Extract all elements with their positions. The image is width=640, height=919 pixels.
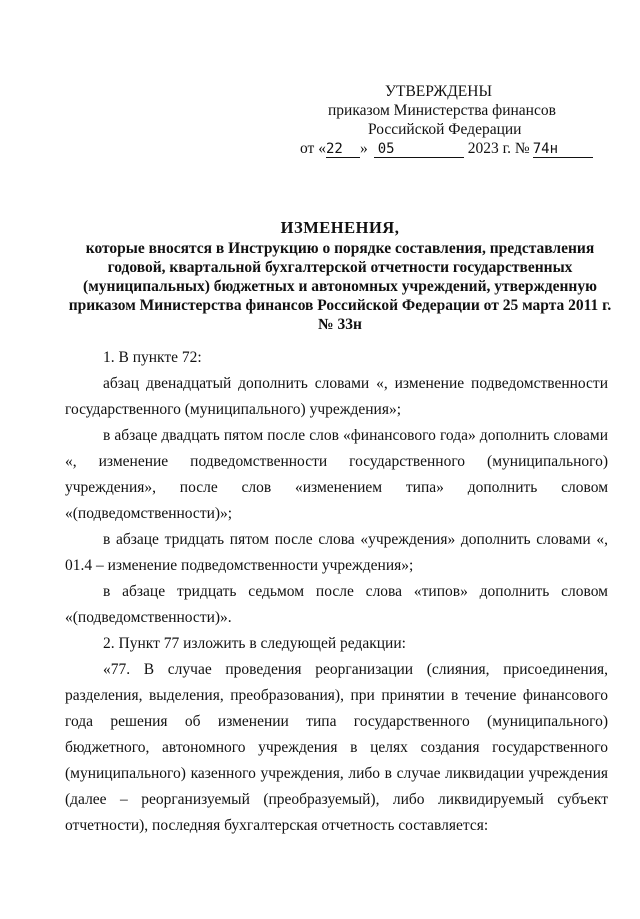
date-day-suffix: »	[359, 140, 368, 157]
paragraph: «77. В случае проведения реорганизации (слияния, присоединения, разделения, выделения, преобразования), при принятии в течение финансового года решения об изменении типа государственного (муниципального) бюджетного, автономного учреждения в целях создания государственного (муниципального) казенного учреждения, либо в случае ликвидации учреждения (далее – реорганизуемый (преобразуемый), либо ликвидируемый субъект отчетности), последняя бухгалтерская отчетность составляется:	[65, 661, 608, 834]
date-prefix: от «	[300, 140, 326, 157]
paragraph: в абзаце тридцать седьмом после слова «типов» дополнить словом «(подведомственности)».	[65, 583, 608, 626]
order-number: 74н	[533, 142, 593, 158]
paragraph: абзац двенадцатый дополнить словами «, изменение подведомственности государственного (муниципального) учреждения»;	[65, 375, 608, 418]
date-year-text: 2023 г. №	[467, 140, 530, 157]
paragraph: в абзаце двадцать пятом после слов «финансового года» дополнить словами «, изменение подведомственности государственного (муниципального) учреждения», после слов «изменением типа» дополнить словом «(подведомственности)»;	[65, 427, 608, 522]
paragraph: 2. Пункт 77 изложить в следующей редакции:	[103, 635, 406, 652]
approval-issuer: приказом Министерства финансов	[328, 102, 556, 119]
paragraph: 1. В пункте 72:	[103, 349, 202, 366]
title-subtitle: которые вносятся в Инструкцию о порядке составления, представления годовой, квартальной бухгалтерской отчетности государственных (муниципальных) бюджетных и автономных учреждений, утвержденную приказом Министерства финансов Российской Федерации от 25 марта 2011 г. № 33н	[68, 240, 612, 333]
approval-block	[290, 82, 610, 158]
paragraph: в абзаце тридцать пятом после слова «учреждения» дополнить словами «, 01.4 – изменение подведомственности учреждения»;	[65, 531, 608, 574]
title-heading: ИЗМЕНЕНИЯ,	[280, 218, 400, 237]
approval-issuer-country: Российской Федерации	[368, 121, 522, 138]
approval-date-line	[290, 139, 610, 158]
date-month: 05	[374, 142, 464, 158]
document-body	[65, 345, 608, 839]
date-day: 22	[326, 142, 360, 158]
document-title	[60, 218, 620, 334]
approval-heading: УТВЕРЖДЕНЫ	[385, 83, 492, 100]
